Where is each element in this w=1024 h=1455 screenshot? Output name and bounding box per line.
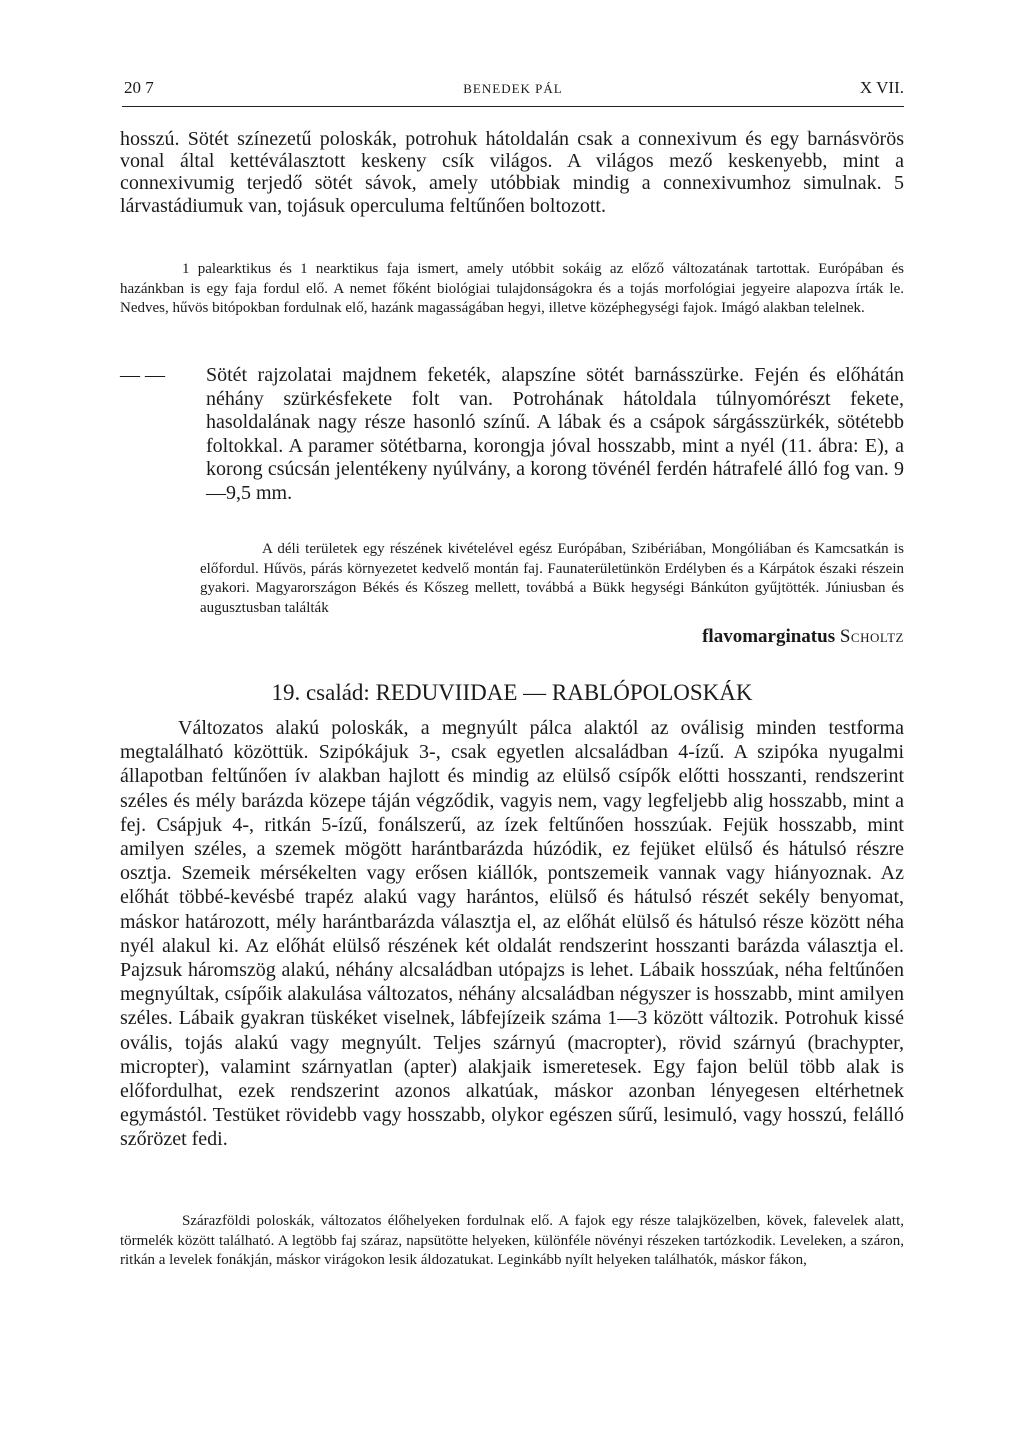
page-number: 20 7 [124,78,154,97]
page-header [122,78,904,106]
intro-paragraph-block [120,128,904,217]
family-heading: 19. család: REDUVIIDAE — RABLÓPOLOSKÁK [271,680,753,705]
species-author: Scholtz [839,626,904,647]
intro-paragraph: hosszú. Sötét színezetű poloskák, potrohuk hátoldalán csak a connexivum és egy barnásvörös vonal által kettéválasztott keskeny csík világos. A világos mező keskenyebb, mint a connexivumig terjedő sötét sávok, amely utóbbiak mindig a connexivumhoz simulnak. 5 lárvastádiumuk van, tojásuk operculuma feltűnően boltozott. [120,128,904,217]
genus-note: 1 palearktikus és 1 nearktikus faja ismert, amely utóbbit sokáig az előző változatának tartottak. Európában és hazánkban is egy faja fordul elő. A nemet főként biológiai tulajdonságokra és a tojás morfológiai jegyeire alapozva írták le. Nedves, hűvös bitópokban fordulnak elő, hazánk magasságában hegyi, illetve középhegységi fajok. Imágó alakban telelnek. [120,261,904,317]
header-rule [122,106,904,107]
family-description-block [120,716,904,1152]
volume-number: X VII. [859,78,904,97]
species-distribution-block [200,540,904,618]
species-distribution-note: A déli területek egy részének kivételével egész Európában, Szibériában, Mongóliában és Kamcsatkán is előfordul. Hűvös, párás környezetet kedvelő montán faj. Faunaterületünkön Erdélyben és a Kárpátok északi részein gyakori. Magyarországon Békés és Kőszeg mellett, továbbá a Bükk hegységi Bánkúton gyűjtötték. Júniusban és augusztusban találták [200,541,904,616]
family-habitat-block [120,1212,904,1271]
species-epithet: flavomarginatus [702,626,836,647]
species-dashes: — — [120,364,165,386]
family-habitat-note: Szárazföldi poloskák, változatos élőhelyeken fordulnak elő. A fajok egy része talajközelben, kövek, falevelek alatt, törmelék között található. A legtöbb faj száraz, napsütötte helyeken, különféle növényi részeken tartózkodik. Leveleken, a száron, ritkán a levelek fonákján, máskor virágokon lesik áldozatukat. Leginkább nyílt helyeken találhatók, máskor fákon, [120,1213,904,1269]
species-description: Sötét rajzolatai majdnem feketék, alapszíne sötét barnásszürke. Fején és előhátán néhány szürkésfekete folt van. Potrohának hátoldala túlnyomórészt fekete, hasoldalának nagy része hasonló színű. A lábak és a csápok sárgásszürkék, sötétebb foltokkal. A paramer sötétbarna, korongja jóval hosszabb, mint a nyél (11. ábra: E), a korong csúcsán jelentékeny nyúlvány, a korong tövénél ferdén hátrafelé álló fog van. 9—9,5 mm. [206,364,904,504]
species-name [702,626,904,648]
running-title: BENEDEK PÁL [463,81,563,96]
genus-note-block [120,260,904,319]
family-description: Változatos alakú poloskák, a megnyúlt pálca alaktól az oválisig minden testforma megtalálható közöttük. Szipókájuk 3-, csak egyetlen alcsaládban 4-ízű. A szipóka nyugalmi állapotban feltűnően ív alakban hajlott és mindig az elülső csípők előtti hosszanti, rendszerint széles és mély barázda közepe táján végződik, vagyis nem, vagy legfeljebb alig hosszabb, mint a fej. Csápjuk 4-, ritkán 5-ízű, fonálszerű, az ízek feltűnően hosszúak. Fejük hosszabb, mint amilyen széles, a szemek mögött harántbarázda húzódik, ez fejüket elülső és hátulsó részre osztja. Szemeik mérsékelten vagy erősen kiállók, pontszemeik vannak vagy hiányoznak. Az előhát többé-kevésbé trapéz alakú vagy harántos, elülső és hátulsó részét sekély benyomat, máskor határozott, mély harántbarázda választja el, az előhát elülső és hátulsó része között néha nyél alakul ki. Az előhát elülső részének két oldalát rendszerint hosszanti barázda választja el. Pajzsuk háromszög alakú, néhány alcsaládban utópajzs is lehet. Lábaik hosszúak, néha feltűnően megnyúltak, csípőik alakulása változatos, néhány alcsaládban négyszer is hosszabb, mint amilyen széles. Lábaik gyakran tüskéket viselnek, lábfejízeik száma 1—3 között változik. Potrohuk kissé ovális, tojás alakú vagy megnyúlt. Teljes szárnyú (macropter), rövid szárnyú (brachypter, micropter), valamint szárnyatlan (apter) alakjaik ismeretesek. Egy fajon belül több alak is előfordulhat, ezek rendszerint azonos alkatúak, máskor azonban lényegesen eltérhetnek egymástól. Testüket rövidebb vagy hosszabb, olykor egészen sűrű, lesimuló, vagy hosszú, felálló szőrözet fedi. [120,717,904,1151]
